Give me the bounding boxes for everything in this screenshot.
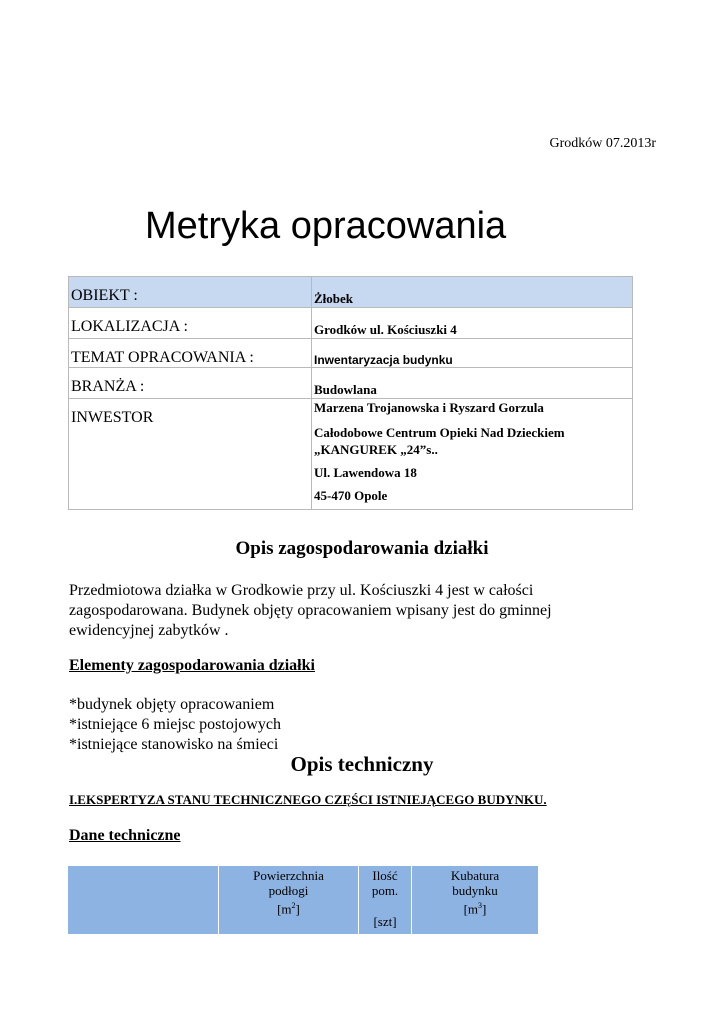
obiekt-label: OBIEKT : xyxy=(71,287,138,304)
lokalizacja-value: Grodków ul. Kościuszki 4 xyxy=(314,322,457,337)
unit-label: $[m^3]$ xyxy=(463,901,487,917)
empty-header-cell xyxy=(68,866,219,935)
row-label xyxy=(69,277,312,308)
header-text: pom. xyxy=(371,883,399,898)
header-text: budynku xyxy=(452,883,498,898)
expertise-subheading: I.EKSPERTYZA STANU TECHNICZNEGO CZĘŚCI ISTNIEJĄCEGO BUDYNKU. xyxy=(69,792,547,807)
table-row xyxy=(69,339,633,368)
table-row xyxy=(69,308,633,339)
elements-list xyxy=(69,695,589,755)
table-row xyxy=(69,368,633,399)
elements-heading: Elementy zagospodarowania działki xyxy=(69,657,315,674)
inwestor-line: Marzena Trojanowska i Ryszard Gorzula xyxy=(314,400,544,415)
document-title: Metryka opracowania xyxy=(145,205,507,247)
volume-header xyxy=(412,866,539,935)
metadata-table xyxy=(68,276,633,510)
unit-label: $[m^2]$ xyxy=(277,901,300,917)
table-row xyxy=(69,277,633,308)
technical-data-table xyxy=(67,865,539,935)
temat-value: Inwentaryzacja budynku xyxy=(314,353,453,367)
unit-label: [szt] xyxy=(373,914,397,929)
list-item: *istniejące 6 miejsc postojowych xyxy=(69,716,281,733)
description-paragraph xyxy=(69,581,589,641)
table-row xyxy=(68,866,539,935)
technical-data-heading: Dane techniczne xyxy=(69,827,181,844)
temat-label: TEMAT OPRACOWANIA : xyxy=(71,349,254,366)
list-item: *istniejące stanowisko na śmieci xyxy=(69,736,279,753)
lokalizacja-label: LOKALIZACJA : xyxy=(71,318,188,335)
branza-value: Budowlana xyxy=(314,382,377,397)
header-text: podłogi xyxy=(268,883,309,898)
obiekt-value: Żłobek xyxy=(314,291,354,306)
header-text: Powierzchnia xyxy=(253,868,324,883)
inwestor-line: „KANGUREK „24”s.. xyxy=(314,442,438,457)
room-count-header xyxy=(359,866,412,935)
inwestor-line: Ul. Lawendowa 18 xyxy=(314,465,417,480)
paragraph-line: zagospodarowana. Budynek objęty opracowaniem wpisany jest do gminnej xyxy=(69,602,552,619)
floor-area-header xyxy=(219,866,359,935)
header-text: Ilość xyxy=(372,868,398,883)
paragraph-line: ewidencyjnej zabytków . xyxy=(69,622,229,639)
inwestor-value xyxy=(314,399,630,504)
list-item: *budynek objęty opracowaniem xyxy=(69,696,275,713)
header-text: Kubatura xyxy=(450,868,500,883)
section-heading-opis-techniczny: Opis techniczny xyxy=(290,752,434,776)
document-date: Grodków 07.2013r xyxy=(549,136,656,151)
inwestor-label: INWESTOR xyxy=(71,409,154,426)
table-row xyxy=(69,399,633,510)
branza-label: BRANŻA : xyxy=(71,378,145,395)
section-heading-zagospodarowanie: Opis zagospodarowania działki xyxy=(235,538,489,559)
inwestor-line: Całodobowe Centrum Opieki Nad Dzieckiem xyxy=(314,425,565,440)
paragraph-line: Przedmiotowa działka w Grodkowie przy ul. Kościuszki 4 jest w całości xyxy=(69,582,534,599)
inwestor-line: 45-470 Opole xyxy=(314,488,388,503)
